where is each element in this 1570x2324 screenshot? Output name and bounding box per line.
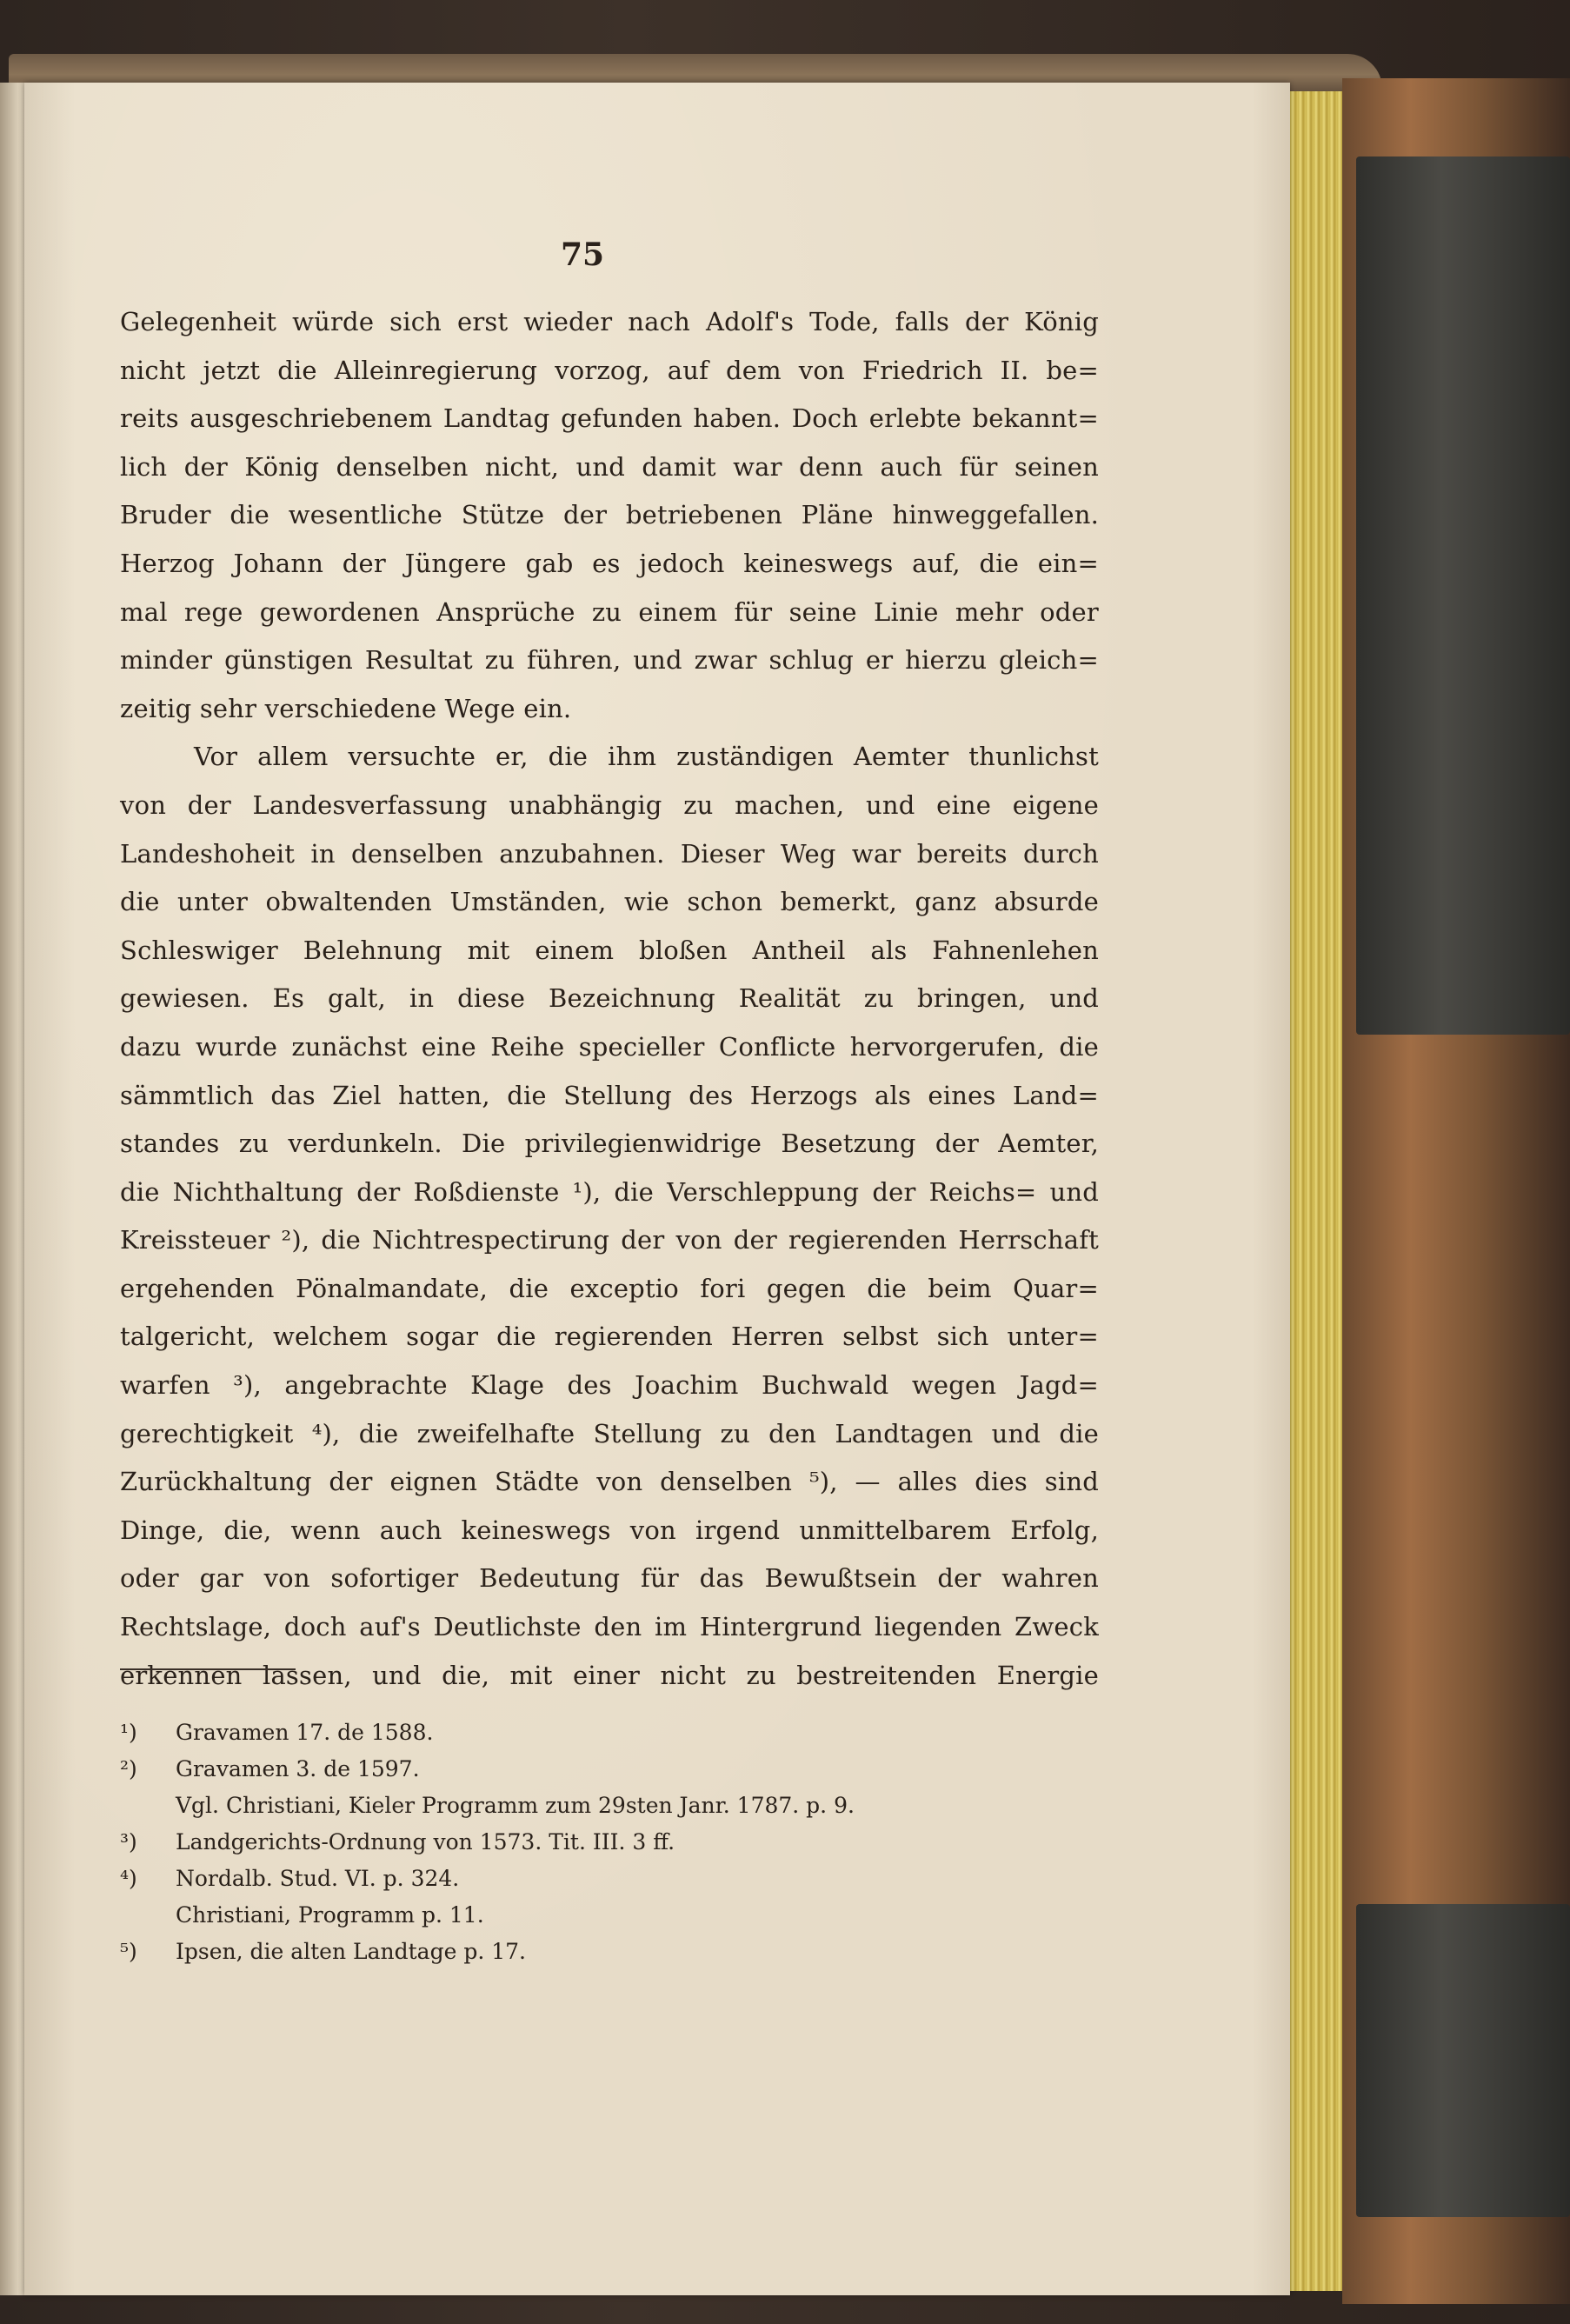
text-line: nicht jetzt die Alleinregierung vorzog, auf dem von Friedrich II. be= xyxy=(120,355,1099,385)
text-line: Dinge, die, wenn auch keineswegs von irgend unmittelbarem Erfolg, xyxy=(120,1515,1099,1545)
text-line: Gelegenheit würde sich erst wieder nach Adolf's Tode, falls der König xyxy=(120,307,1099,336)
text-line: sämmtlich das Ziel hatten, die Stellung des Herzogs als eines Land= xyxy=(120,1080,1099,1110)
body-text xyxy=(120,298,1099,1700)
text-line: Herzog Johann der Jüngere gab es jedoch keineswegs auf, die ein= xyxy=(120,548,1099,578)
text-line: zeitig sehr verschiedene Wege ein. xyxy=(120,693,572,723)
footnote-mark: ³) xyxy=(120,1829,137,1855)
footnote-text: Ipsen, die alten Landtage p. 17. xyxy=(176,1939,526,1964)
footnote-5 xyxy=(120,1934,1099,1970)
text-line: talgericht, welchem sogar die regierenden Herren selbst sich unter= xyxy=(120,1322,1099,1352)
paragraph-1 xyxy=(120,298,1099,733)
text-line: Vor allem versuchte er, die ihm zuständigen Aemter thunlichst xyxy=(194,742,1099,772)
text-line: lich der König denselben nicht, und damit war denn auch für seinen xyxy=(120,451,1099,482)
text-line: minder günstigen Resultat zu führen, und zwar schlug er hierzu gleich= xyxy=(120,645,1099,676)
text-line: gewiesen. Es galt, in diese Bezeichnung Realität zu bringen, und xyxy=(120,983,1099,1014)
text-line: standes zu verdunkeln. Die privilegienwidrige Besetzung der Aemter, xyxy=(120,1129,1099,1159)
text-line: Bruder die wesentliche Stütze der betriebenen Pläne hinweggefallen. xyxy=(120,500,1099,530)
text-line: reits ausgeschriebenem Landtag gefunden haben. Doch erlebte bekannt= xyxy=(120,403,1099,434)
text-line: Rechtslage, doch auf's Deutlichste den im Hintergrund liegenden Zweck xyxy=(120,1612,1099,1642)
footnote-text: Gravamen 17. de 1588. xyxy=(176,1720,434,1745)
footnote-1 xyxy=(120,1715,1099,1751)
footnote-mark: ⁴) xyxy=(120,1866,137,1891)
footnote-2 xyxy=(120,1751,1099,1788)
footnote-separator xyxy=(120,1668,296,1670)
footnote-text: Nordalb. Stud. VI. p. 324. xyxy=(176,1866,460,1891)
text-line: von der Landesverfassung unabhängig zu machen, und eine eigene xyxy=(120,789,1099,820)
footnote-mark: ¹) xyxy=(120,1720,137,1745)
gilt-page-edge xyxy=(1290,91,1342,2291)
text-line: warfen ³), angebrachte Klage des Joachim Buchwald wegen Jagd= xyxy=(120,1370,1099,1401)
page-number: 75 xyxy=(560,236,605,273)
footnotes xyxy=(120,1715,1099,1970)
spine-cloth-upper xyxy=(1356,156,1570,1035)
text-line: mal rege gewordenen Ansprüche zu einem für seine Linie mehr oder xyxy=(120,596,1099,627)
text-line: die unter obwaltenden Umständen, wie schon bemerkt, ganz absurde xyxy=(120,887,1099,917)
footnote-text: Gravamen 3. de 1597. xyxy=(176,1756,420,1781)
footnote-text: Landgerichts-Ordnung von 1573. Tit. III. 3 ff. xyxy=(176,1829,675,1855)
text-line: dazu wurde zunächst eine Reihe specieller Conflicte hervorgerufen, die xyxy=(120,1031,1099,1062)
footnote-mark: ⁵) xyxy=(120,1939,137,1964)
footnote-text: Vgl. Christiani, Kieler Programm zum 29sten Janr. 1787. p. 9. xyxy=(176,1793,855,1818)
text-line: Zurückhaltung der eignen Städte von denselben ⁵), — alles dies sind xyxy=(120,1467,1099,1497)
text-line: ergehenden Pönalmandate, die exceptio fori gegen die beim Quar= xyxy=(120,1273,1099,1303)
spine-cloth-lower xyxy=(1356,1904,1570,2217)
footnote-4 xyxy=(120,1861,1099,1897)
text-line: erkennen lassen, und die, mit einer nicht zu bestreitenden Energie xyxy=(120,1660,1099,1690)
text-line: Kreissteuer ²), die Nichtrespectirung der von der regierenden Herrschaft xyxy=(120,1225,1099,1255)
footnote-text: Christiani, Programm p. 11. xyxy=(176,1902,484,1928)
footnote-mark: ²) xyxy=(120,1756,137,1781)
text-line: Landeshoheit in denselben anzubahnen. Dieser Weg war bereits durch xyxy=(120,838,1099,869)
text-line: oder gar von sofortiger Bedeutung für das Bewußtsein der wahren xyxy=(120,1563,1099,1594)
text-line: die Nichthaltung der Roßdienste ¹), die Verschleppung der Reichs= und xyxy=(120,1176,1099,1207)
text-line: Schleswiger Belehnung mit einem bloßen Antheil als Fahnenlehen xyxy=(120,935,1099,965)
text-line: gerechtigkeit ⁴), die zweifelhafte Stellung zu den Landtagen und die xyxy=(120,1418,1099,1448)
paragraph-2 xyxy=(120,733,1099,1700)
footnote-3 xyxy=(120,1824,1099,1861)
footnote-2-continuation xyxy=(120,1788,1099,1824)
footnote-4-continuation xyxy=(120,1897,1099,1934)
